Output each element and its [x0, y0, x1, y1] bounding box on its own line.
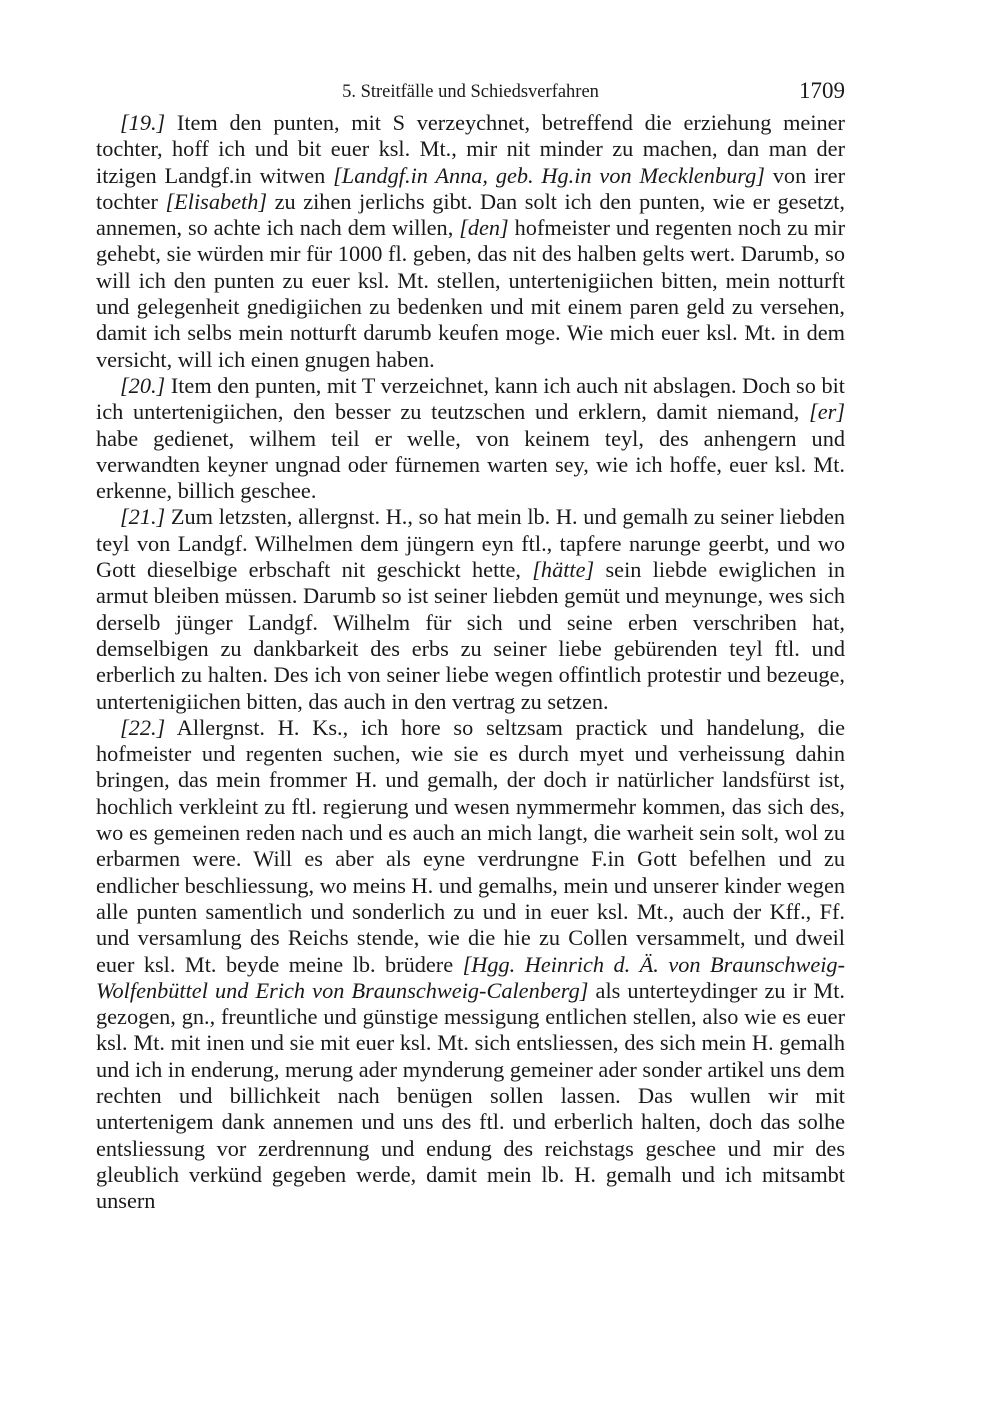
- text-segment: habe gedienet, wilhem teil er welle, von keinem teyl, des anhengern und verwandten keyner ungnad oder fürnemen warten sey, wie ich hoffe, euer ksl. Mt. erkenne, billich geschee.: [96, 425, 845, 504]
- document-page: [96, 76, 845, 1214]
- paragraph-marker: [21.]: [120, 504, 166, 530]
- paragraph-21: [96, 504, 845, 714]
- paragraph-22: [96, 715, 845, 1215]
- editorial-note: [Landgf.in Anna, geb. Hg.in von Mecklenburg]: [333, 162, 765, 188]
- paragraph-marker: [19.]: [120, 110, 166, 135]
- editorial-note: [er]: [809, 399, 845, 425]
- text-segment: Item den punten, mit T verzeichnet, kann ich auch nit abslagen. Doch so bit ich untertenigiichen, den besser zu teutzschen und erklern, damit niemand,: [96, 372, 845, 425]
- text-segment: Item den punten, mit S verzeychnet, betreffend die erziehung meiner tochter, hoff ich und bit euer ksl. Mt., mir nit minder zu machen, dan man der itzigen Landgf.in witwen: [96, 110, 845, 188]
- running-header: [96, 76, 845, 110]
- body-text: [96, 110, 845, 1214]
- paragraph-19: [96, 110, 845, 373]
- editorial-note: [Elisabeth]: [165, 188, 268, 214]
- editorial-note: [den]: [459, 215, 509, 241]
- text-segment: von irer tochter: [96, 162, 845, 214]
- text-segment: Allergnst. H. Ks., ich hore so seltzsam practick und handelung, die hofmeister und regenten suchen, wie sie es durch myet und verheissung dahin bringen, das mein frommer H. und gemalh, der doch ir natürlicher landsfürst ist, hochlich verkleint zu ftl. regierung und wesen nymmermehr kommen, das sich des, wo es gemeinen reden nach und es auch an mich langt, die warheit sein solt, wol zu erbarmen were. Will es aber als eyne verdrungne F.in Gott befelhen und zu endlicher beschliessung, wo meins H. und gemalhs, mein und unserer kinder wegen alle punten samentlich und sonderlich zu und in euer ksl. Mt., auch der Kff., Ff. und versamlung des Reichs stende, wie die hie zu Collen versammelt, und dweil euer ksl. Mt. beyde meine lb. brüdere: [96, 714, 845, 977]
- text-segment: Zum letzsten, allergnst. H., so hat mein lb. H. und gemalh zu seiner liebden teyl von Landgf. Wilhelmen dem jüngern eyn ftl., tapfere narunge geerbt, und wo Gott dieselbige erbschaft nit geschickt hette,: [96, 504, 845, 583]
- paragraph-marker: [22.]: [120, 714, 166, 740]
- running-title: 5. Streitfälle und Schiedsverfahren: [342, 82, 599, 102]
- text-segment: hofmeister und regenten noch zu mir gehebt, sie würden mir für 1000 fl. geben, das nit des halben gelts wert. Darumb, so will ich den punten zu euer ksl. Mt. stellen, untertenigiichen bitten, mein notturft und gelegenheit gnedigiichen zu bedenken und mit einem paren geld zu versehen, damit ich selbs mein notturft darumb keufen moge. Wie mich euer ksl. Mt. in dem versicht, will ich einen gnugen haben.: [96, 215, 845, 372]
- text-segment: sein liebde ewiglichen in armut bleiben müssen. Darumb so ist seiner liebden gemüt und meynunge, wes sich derselb jünger Landgf. Wilhelm für sich und seine erben verschriben hat, demselbigen zu dankbarkeit des erbs zu seiner liebe gebürenden teyl ftl. und erberlich zu halten. Des ich von seiner liebe wegen offintlich protestir und bezeuge, untertenigiichen bitten, das auch in den vertrag zu setzen.: [96, 557, 845, 714]
- paragraph-marker: [20.]: [120, 372, 166, 398]
- text-segment: zu zihen jerlichs gibt. Dan solt ich den punten, wie er gesetzt, annemen, so achte ich nach dem willen,: [96, 188, 846, 241]
- editorial-note: [hätte]: [532, 557, 595, 583]
- text-segment: als unterteydinger zu ir Mt. gezogen, gn., freuntliche und günstige messigung entlichen stellen, also wie es euer ksl. Mt. mit inen und sie mit euer ksl. Mt. sich entsliessen, des sich mein H. gemalh und ich in enderung, merung ader mynderung gemeiner ader sonder artikel uns dem rechten und billichkeit nach benügen sollen lassen. Das wullen wir mit untertenigem dank annemen und uns des ftl. und erberlich halten, doch das solhe entsliessung vor zerdrennung und endung des reichstags geschee und mir des gleublich verkünd gegeben werde, damit mein lb. H. gemalh und ich mitsambt unsern: [96, 977, 845, 1214]
- page-number: 1709: [799, 78, 845, 103]
- paragraph-20: [96, 373, 845, 504]
- editorial-note: [Hgg. Heinrich d. Ä. von Braunschweig-Wolfenbüttel und Erich von Braunschweig-Calenberg]: [96, 951, 845, 1003]
